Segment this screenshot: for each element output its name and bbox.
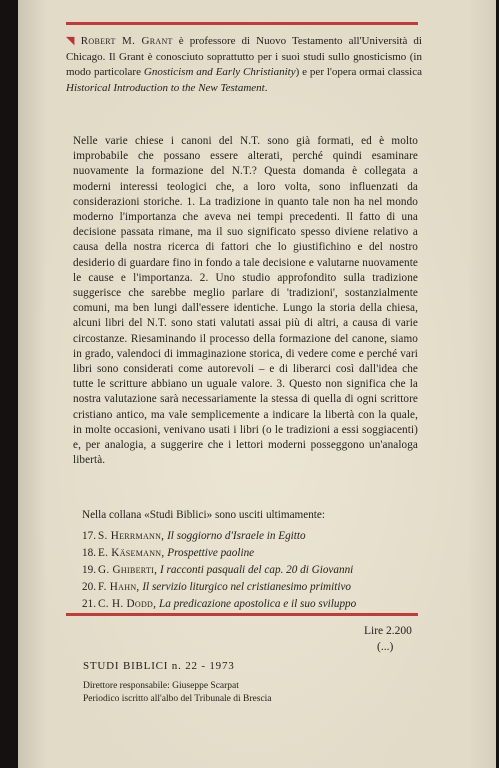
series-item [82, 545, 427, 562]
series-item-title: Il servizio liturgico nel cristianesimo primitivo [142, 581, 352, 593]
series-item [82, 596, 427, 613]
series-list [82, 528, 427, 613]
author-note-text-mid: ) e per l'opera ormai classica [295, 66, 423, 78]
author-note-text-pre: è professore di Nuovo Testamento all'Università di Chicago. Il Grant è conosciuto soprattutto per i suoi studi sullo gnosticismo (in modo particolare [66, 35, 422, 78]
price-note: (...) [377, 641, 394, 653]
series-item [82, 562, 427, 579]
author-book-title-2: Historical Introduction to the New Testament [66, 81, 265, 94]
series-item-number: 20. [82, 581, 96, 593]
bullet-mark-icon: ◥ [66, 35, 78, 47]
author-name: Robert M. Grant [80, 35, 173, 47]
author-book-title-1: Gnosticism and Early Christianity [143, 66, 296, 78]
author-note [66, 34, 422, 96]
series-item-number: 19. [82, 564, 96, 576]
editorial-info [83, 680, 413, 706]
series-item [82, 579, 427, 596]
series-item-title: Prospettive paoline [167, 547, 255, 559]
series-item-title: Il soggiorno d'Israele in Egitto [167, 530, 306, 542]
top-red-rule [66, 22, 418, 25]
series-item-number: 21. [82, 598, 96, 610]
series-item-title: I racconti pasquali del cap. 20 di Giovanni [160, 564, 354, 576]
series-item-number: 18. [82, 547, 96, 559]
author-note-text-end: . [264, 81, 268, 94]
series-item-author: F. Hahn, [97, 581, 140, 593]
series-item-author: C. H. Dodd, [97, 598, 157, 610]
series-item-number: 17. [82, 530, 96, 542]
registration-line: Periodico iscritto all'albo del Tribunale di Brescia [83, 694, 272, 704]
blurb-body-text: Nelle varie chiese i canoni del N.T. sono già formati, ed è molto improbabile che possano essere alterati, perché quindi esaminare nuovamente la formazione del N.T.? Questa domanda è collegata a moderni interessi teologici che, a loro volta, sono influenzati da considerazioni storiche. 1. La tradizione in quanto tale non ha nel mondo moderno l'importanza che aveva nei tempi precedenti. Il fatto di una decisione passata rimane, ma il suo significato spesso diviene relativo a causa della nostra ricerca di fattori che lo giustifichino e del nostro desiderio di guardare fino in fondo a tale decisione e valutarne nuovamente le cause e l'importanza. 2. Uno studio approfondito sulla tradizione suggerisce che sarebbe meglio parlare di 'tradizioni', sostanzialmente comuni, ma ben lungi dall'essere identiche. Lungo la storia della chiesa, alcuni libri del N.T. sono stati valutati assai più di altri, a causa di varie circostanze. Riesaminando il processo della formazione del canone, siamo in grado, valendoci di immaginazione storica, di vedere come e perché vari libri sono considerati come autorevoli – e di liberarci così dall'idea che tutte le scritture abbiano un uguale valore. 3. Questo non significa che la nostra valutazione sarà necessariamente la stessa di quella di ogni scrittore cristiano antico, ma vale semplicemente a indicare la libertà con la quale, in molte occasioni, venivano usati i libri (o le tradizioni a essi soggiacenti) e, per analogia, a suggerire che i lettori moderni posseggono un'analoga libertà. [73, 135, 418, 467]
series-item-author: G. Ghiberti, [97, 564, 158, 576]
price: Lire 2.200 [364, 625, 412, 637]
series-item-author: S. Herrmann, [97, 530, 165, 542]
series-issue: STUDI BIBLICI n. 22 - 1973 [83, 660, 235, 672]
book-back-cover [18, 0, 496, 768]
series-item [82, 528, 427, 545]
bottom-red-rule [66, 613, 418, 616]
series-intro: Nella collana «Studi Biblici» sono usciti ultimamente: [82, 509, 325, 521]
series-item-author: E. Käsemann, [97, 547, 165, 559]
series-item-title: La predicazione apostolica e il suo sviluppo [159, 598, 357, 610]
director-line: Direttore responsabile: Giuseppe Scarpat [83, 681, 239, 691]
